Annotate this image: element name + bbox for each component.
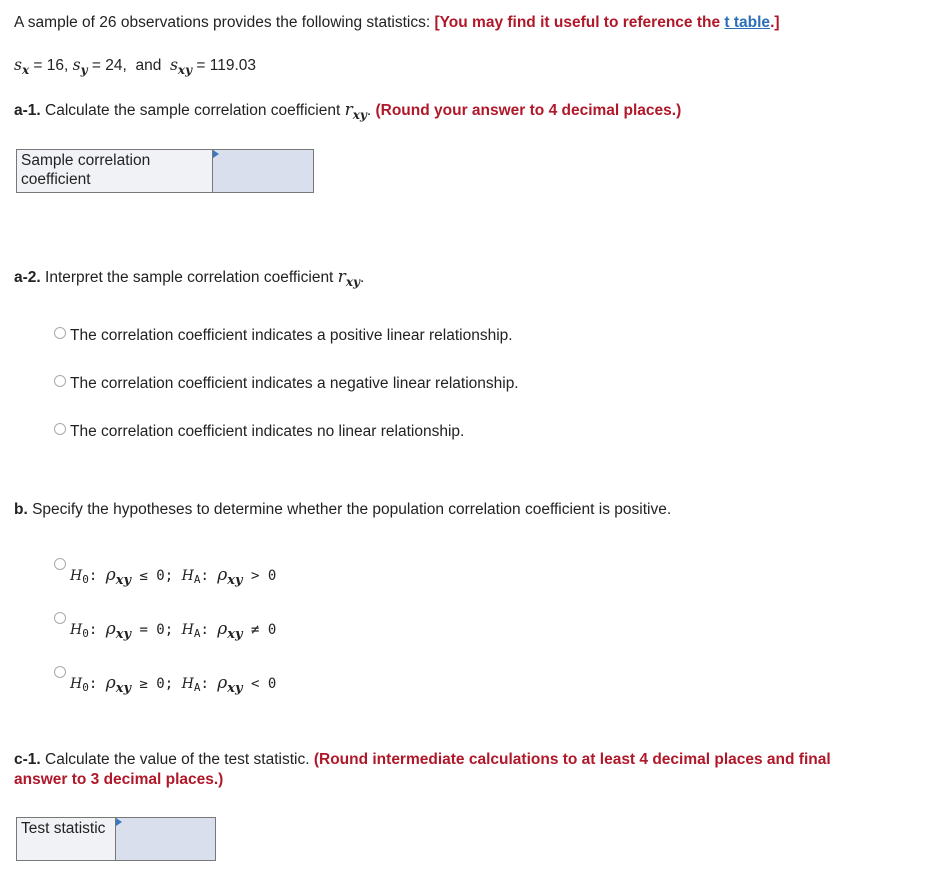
b-option-2-radio[interactable] <box>54 612 66 624</box>
sx-value: = 16, <box>29 57 69 74</box>
sx-symbol: s <box>14 56 22 74</box>
question-a2 <box>14 267 364 289</box>
b-label: b. <box>14 501 28 518</box>
b-text: Specify the hypotheses to determine whether the population correlation coefficient is positive. <box>27 501 672 518</box>
question-b <box>14 501 671 519</box>
question-c1 <box>14 751 831 769</box>
a2-option-1-radio[interactable] <box>54 327 66 339</box>
b-option-2-h0: $H_0$: <box>70 622 106 640</box>
a1-text: Calculate the sample correlation coefficient <box>40 102 345 119</box>
b-option-1-sub1: xy <box>227 573 243 588</box>
sx-subscript: x <box>21 63 30 77</box>
b-option-1-sub0: xy <box>115 573 132 588</box>
a1-r-subscript: xy <box>352 108 367 122</box>
b-option-3-sub1: xy <box>227 681 243 696</box>
c1-instruction-line2: answer to 3 decimal places.) <box>14 771 224 788</box>
b-option-3-h0: $H_0$: <box>70 676 106 694</box>
sy-value: = 24, <box>87 57 127 74</box>
c1-instruction-line1: (Round intermediate calculations to at least 4 decimal places and final <box>313 751 831 768</box>
b-option-2-sub1: xy <box>227 627 243 642</box>
a1-answer-table <box>16 149 314 193</box>
a1-label: a-1. <box>14 102 41 119</box>
b-option-3-rho0: ρ <box>105 673 116 693</box>
c1-label: c-1. <box>14 751 41 768</box>
a1-instruction: (Round your answer to 4 decimal places.) <box>375 102 682 119</box>
b-option-2-op1: ≠ 0 <box>242 622 277 638</box>
b-option-1-op0: ≤ 0; <box>131 568 182 584</box>
b-option-2-rho0: ρ <box>105 619 116 639</box>
b-option-1-rho1: ρ <box>217 565 228 585</box>
b-option-1-ha: $H_A$: <box>181 568 218 586</box>
b-option-2-text <box>70 619 276 642</box>
sxy-symbol: s <box>169 56 178 74</box>
b-option-3-radio[interactable] <box>54 666 66 678</box>
and-word: and <box>135 57 162 74</box>
a2-option-1-text: The correlation coefficient indicates a positive linear relationship. <box>70 327 513 344</box>
a2-r-symbol: r <box>337 267 346 287</box>
b-option-1-h0: $H_0$: <box>70 568 106 586</box>
table-note-close: .] <box>770 14 780 31</box>
table-note <box>434 14 779 31</box>
a2-option-3-radio[interactable] <box>54 423 66 435</box>
a1-r-symbol: r <box>344 100 353 120</box>
c1-text: Calculate the value of the test statistic. <box>40 751 314 768</box>
b-option-3-rho1: ρ <box>217 673 228 693</box>
b-option-2-rho1: ρ <box>217 619 228 639</box>
b-option-2-op0: = 0; <box>131 622 182 638</box>
b-option-1-text <box>70 565 276 588</box>
a1-dot: . <box>366 102 372 119</box>
b-option-2-ha: $H_A$: <box>181 622 218 640</box>
b-option-1-radio[interactable] <box>54 558 66 570</box>
input-flag-icon <box>116 818 122 826</box>
b-option-3-ha: $H_A$: <box>181 676 218 694</box>
given-statistics <box>14 56 256 77</box>
c1-answer-label: Test statistic <box>17 818 116 860</box>
sy-symbol: s <box>72 56 81 74</box>
b-option-3-op0: ≥ 0; <box>131 676 182 692</box>
b-option-1-rho0: ρ <box>105 565 116 585</box>
a2-r-subscript: xy <box>345 275 360 289</box>
c1-answer-table <box>16 817 216 861</box>
c1-answer-input[interactable] <box>116 818 215 860</box>
a2-text: Interpret the sample correlation coefficient <box>40 269 338 286</box>
sxy-subscript: xy <box>177 63 193 77</box>
t-table-link[interactable]: t table <box>724 14 771 31</box>
a1-answer-label: Sample correlation coefficient <box>17 150 213 192</box>
sxy-value: = 119.03 <box>192 57 256 74</box>
b-option-3-sub0: xy <box>115 681 132 696</box>
a2-option-2-text: The correlation coefficient indicates a negative linear relationship. <box>70 375 519 392</box>
a2-label: a-2. <box>14 269 41 286</box>
intro-text: A sample of 26 observations provides the following statistics: <box>14 14 431 31</box>
a2-dot: . <box>359 269 365 286</box>
question-a1 <box>14 100 681 122</box>
b-option-2-sub0: xy <box>115 627 132 642</box>
a1-answer-input[interactable] <box>213 150 313 192</box>
b-option-1-op1: > 0 <box>242 568 277 584</box>
b-option-3-text <box>70 673 276 696</box>
b-option-3-op1: < 0 <box>242 676 277 692</box>
a2-option-3-text: The correlation coefficient indicates no linear relationship. <box>70 423 465 440</box>
table-note-open: [You may find it useful to reference the <box>434 14 725 31</box>
problem-intro <box>14 14 780 32</box>
sy-subscript: y <box>80 63 88 77</box>
a2-option-2-radio[interactable] <box>54 375 66 387</box>
input-flag-icon <box>213 150 219 158</box>
